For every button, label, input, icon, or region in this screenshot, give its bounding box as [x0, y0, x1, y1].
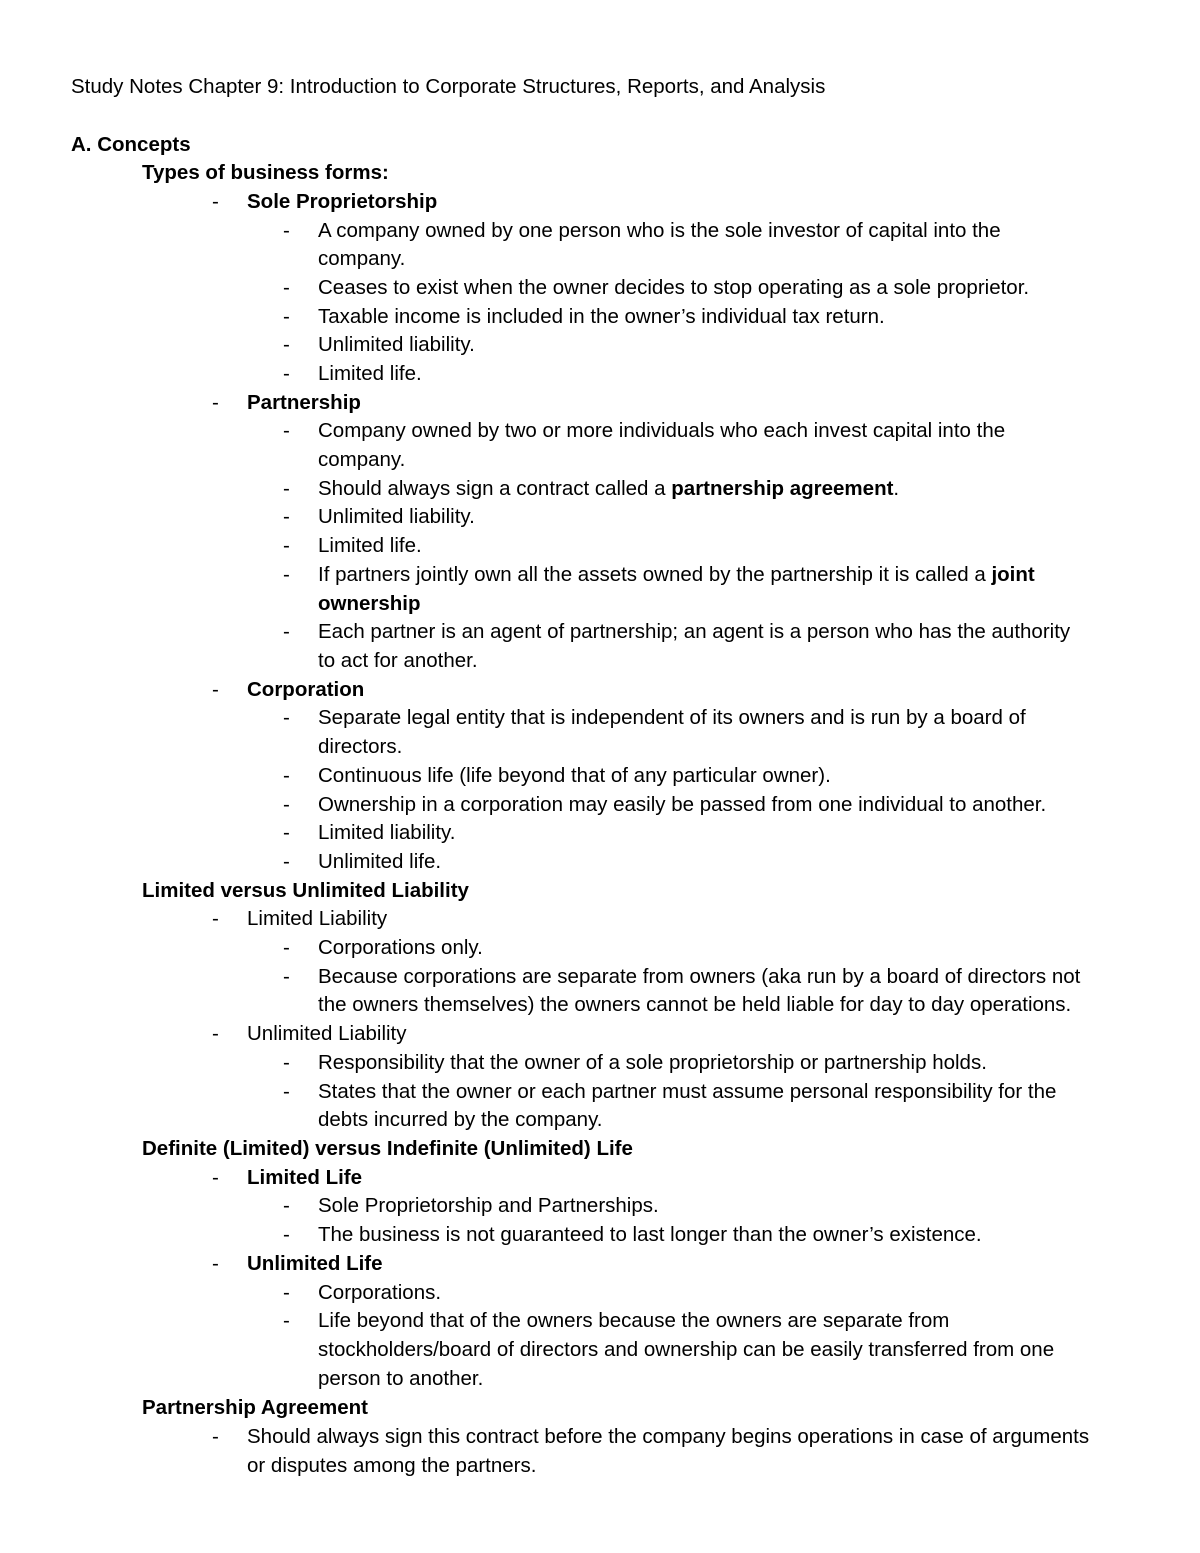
label-sole-proprietorship: Sole Proprietorship — [247, 190, 438, 213]
bullet-dash: - — [212, 190, 219, 213]
list-item: Ceases to exist when the owner decides to stop operating as a sole proprietor. — [318, 276, 1030, 299]
bullet-dash: - — [283, 563, 290, 586]
label-limited-life: Limited Life — [247, 1166, 363, 1189]
bullet-dash: - — [283, 936, 290, 959]
heading-life: Definite (Limited) versus Indefinite (Unlimited) Life — [142, 1137, 633, 1160]
list-item: Continuous life (life beyond that of any particular owner). — [318, 764, 831, 787]
bullet-dash: - — [283, 1223, 290, 1246]
label-unlimited-liability: Unlimited Liability — [247, 1022, 407, 1045]
bullet-dash: - — [283, 764, 290, 787]
list-item-continuation: to act for another. — [318, 649, 478, 672]
list-item: Ownership in a corporation may easily be passed from one individual to another. — [318, 793, 1047, 816]
document-title: Study Notes Chapter 9: Introduction to Corporate Structures, Reports, and Analysis — [71, 75, 826, 98]
list-item-continuation: the owners themselves) the owners cannot be held liable for day to day operations. — [318, 993, 1072, 1016]
bullet-dash: - — [212, 1252, 219, 1275]
list-item: Limited life. — [318, 362, 422, 385]
list-item: States that the owner or each partner must assume personal responsibility for the — [318, 1080, 1057, 1103]
bullet-dash: - — [283, 850, 290, 873]
list-item: Life beyond that of the owners because the owners are separate from — [318, 1309, 950, 1332]
list-item: Unlimited liability. — [318, 333, 475, 356]
list-item: Responsibility that the owner of a sole proprietorship or partnership holds. — [318, 1051, 987, 1074]
list-item-continuation: person to another. — [318, 1367, 484, 1390]
bullet-dash: - — [283, 505, 290, 528]
list-item-continuation: stockholders/board of directors and ownership can be easily transferred from one — [318, 1338, 1055, 1361]
term-joint: joint — [991, 563, 1035, 586]
list-item: Company owned by two or more individuals who each invest capital into the — [318, 419, 1006, 442]
list-item: Unlimited liability. — [318, 505, 475, 528]
list-item — [318, 474, 899, 503]
list-item: Taxable income is included in the owner’s individual tax return. — [318, 305, 885, 328]
bullet-dash: - — [212, 391, 219, 414]
label-unlimited-life: Unlimited Life — [247, 1252, 383, 1275]
list-item-continuation: company. — [318, 247, 406, 270]
term-ownership: ownership — [318, 592, 421, 615]
bullet-dash: - — [283, 706, 290, 729]
bullet-dash: - — [283, 1309, 290, 1332]
list-item-continuation: or disputes among the partners. — [247, 1454, 537, 1477]
bullet-dash: - — [283, 965, 290, 988]
list-item-continuation: debts incurred by the company. — [318, 1108, 603, 1131]
bullet-dash: - — [212, 907, 219, 930]
list-item — [318, 560, 1035, 589]
list-item: Each partner is an agent of partnership; an agent is a person who has the authority — [318, 620, 1071, 643]
list-item: The business is not guaranteed to last longer than the owner’s existence. — [318, 1223, 982, 1246]
list-item: Because corporations are separate from owners (aka run by a board of directors not — [318, 965, 1081, 988]
list-item-continuation: directors. — [318, 735, 403, 758]
bullet-dash: - — [283, 305, 290, 328]
bullet-dash: - — [283, 477, 290, 500]
text-run: . — [893, 477, 900, 500]
list-item: Unlimited life. — [318, 850, 442, 873]
list-item: Corporations. — [318, 1281, 442, 1304]
label-partnership: Partnership — [247, 391, 361, 414]
heading-partnership-agreement: Partnership Agreement — [142, 1396, 368, 1419]
list-item: Separate legal entity that is independent of its owners and is run by a board of — [318, 706, 1026, 729]
bullet-dash: - — [212, 1022, 219, 1045]
bullet-dash: - — [283, 219, 290, 242]
bullet-dash: - — [283, 821, 290, 844]
list-item: A company owned by one person who is the sole investor of capital into the — [318, 219, 1001, 242]
bullet-dash: - — [283, 620, 290, 643]
list-item-continuation: company. — [318, 448, 406, 471]
bullet-dash: - — [283, 1194, 290, 1217]
list-item: Corporations only. — [318, 936, 483, 959]
bullet-dash: - — [283, 333, 290, 356]
list-item: Should always sign this contract before the company begins operations in case of arguments — [247, 1425, 1090, 1448]
bullet-dash: - — [283, 793, 290, 816]
heading-business-forms: Types of business forms: — [142, 161, 389, 184]
bullet-dash: - — [212, 1166, 219, 1189]
text-run: Should always sign a contract called a — [318, 477, 672, 500]
bullet-dash: - — [283, 1051, 290, 1074]
label-limited-liability: Limited Liability — [247, 907, 388, 930]
section-heading-concepts: A. Concepts — [71, 133, 191, 156]
bullet-dash: - — [283, 1080, 290, 1103]
bullet-dash: - — [283, 419, 290, 442]
heading-liability: Limited versus Unlimited Liability — [142, 879, 469, 902]
label-corporation: Corporation — [247, 678, 365, 701]
bullet-dash: - — [283, 534, 290, 557]
list-item: Limited life. — [318, 534, 422, 557]
bullet-dash: - — [212, 678, 219, 701]
text-run: If partners jointly own all the assets owned by the partnership it is called a — [318, 563, 992, 586]
bullet-dash: - — [283, 276, 290, 299]
list-item: Sole Proprietorship and Partnerships. — [318, 1194, 659, 1217]
bullet-dash: - — [212, 1425, 219, 1448]
bullet-dash: - — [283, 362, 290, 385]
bullet-dash: - — [283, 1281, 290, 1304]
list-item: Limited liability. — [318, 821, 456, 844]
term-partnership-agreement: partnership agreement — [671, 477, 894, 500]
